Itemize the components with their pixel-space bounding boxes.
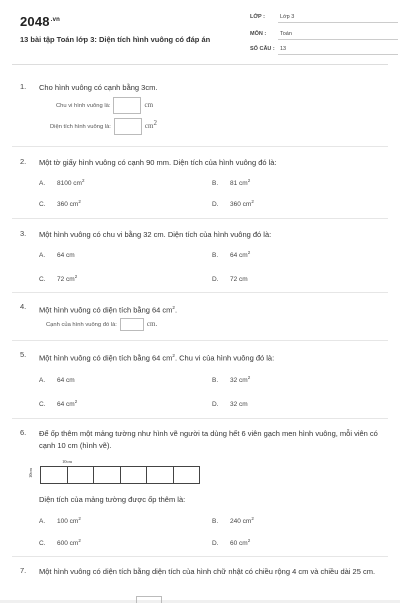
option-text: 60 cm	[230, 540, 248, 548]
option-text: 100 cm	[57, 518, 79, 526]
option-text: 240 cm	[230, 518, 252, 526]
question-number: 4.	[20, 302, 27, 311]
divider	[12, 340, 388, 341]
meta-count	[250, 46, 286, 52]
tile	[94, 466, 121, 484]
option-c[interactable]	[39, 274, 77, 283]
question-text-main: Một hình vuông có diện tích bằng 64 cm	[39, 353, 173, 363]
unit-exponent: 2	[247, 375, 251, 380]
meta-value: Lớp 3	[280, 14, 295, 20]
question-number: 1.	[20, 82, 27, 91]
tile	[147, 466, 174, 484]
option-letter: B.	[212, 252, 219, 260]
unit: cm	[144, 122, 154, 131]
meta-label: SỐ CÂU :	[250, 46, 275, 52]
option-text: 360 cm	[57, 201, 79, 209]
option-a[interactable]	[39, 375, 75, 384]
option-text: 64 cm	[57, 377, 75, 385]
tile	[40, 466, 68, 484]
unit-exponent: 2	[74, 274, 78, 279]
option-letter: D.	[212, 401, 219, 409]
unit-exponent: 2	[251, 199, 254, 204]
question-number: 7.	[20, 566, 27, 575]
option-text: 72 cm	[57, 276, 75, 284]
option-letter: C.	[39, 201, 46, 209]
option-letter: A.	[39, 377, 46, 385]
unit-exponent: 2	[74, 399, 78, 404]
figure-dimension-side: 10cm	[28, 468, 33, 478]
option-d[interactable]	[212, 538, 250, 547]
option-letter: A.	[39, 180, 46, 188]
question-number: 6.	[20, 428, 27, 437]
option-letter: C.	[39, 276, 46, 284]
option-letter: A.	[39, 252, 46, 260]
option-text: 72 cm	[230, 276, 248, 284]
option-b[interactable]	[212, 375, 250, 384]
unit-exponent: 2	[251, 516, 254, 521]
option-text: 32 cm	[230, 377, 248, 385]
question-number: 3.	[20, 229, 27, 238]
option-letter: C.	[39, 540, 46, 548]
logo[interactable]	[20, 14, 60, 29]
meta-grade	[250, 14, 294, 20]
meta-label: MÔN :	[250, 31, 267, 37]
answer-box[interactable]	[113, 97, 141, 114]
option-letter: D.	[212, 276, 219, 284]
unit-exponent: 2	[81, 178, 85, 183]
question-text-end: . Chu vi của hình vuông đó là:	[174, 353, 275, 363]
tile	[174, 466, 201, 484]
tile	[68, 466, 95, 484]
question-number: 5.	[20, 350, 27, 359]
option-letter: B.	[212, 180, 219, 188]
option-b[interactable]	[212, 178, 250, 187]
option-text: 8100 cm	[57, 180, 82, 188]
unit-exponent: 2	[172, 305, 175, 310]
option-letter: C.	[39, 401, 46, 409]
tile-wall-figure	[40, 466, 200, 484]
logo-text: 2048	[20, 14, 50, 29]
question-text: Một hình vuông có chu vi bằng 32 cm. Diện tích của hình vuông đó là:	[39, 230, 272, 239]
divider	[12, 64, 388, 65]
question-subtext: Diện tích của mảng tường được ốp thêm là:	[39, 495, 186, 504]
question-text: Một hình vuông có diện tích bằng diện tích của hình chữ nhật có chiều rộng 4 cm và chiều dài 25 cm.	[39, 567, 376, 576]
question-text: Cho hình vuông có cạnh bằng 3cm.	[39, 83, 158, 92]
unit-exponent: 2	[247, 538, 251, 543]
question-text	[39, 350, 379, 365]
unit-exponent: 2	[247, 178, 251, 183]
fill-perimeter	[56, 97, 153, 114]
option-letter: B.	[212, 518, 219, 526]
option-d[interactable]	[212, 274, 248, 283]
option-c[interactable]	[39, 399, 77, 408]
divider	[12, 218, 388, 219]
option-d[interactable]	[212, 399, 248, 408]
meta-subject	[250, 31, 292, 37]
option-text: 64 cm	[57, 252, 75, 260]
unit-exponent: 2	[78, 516, 81, 521]
option-text: 360 cm	[230, 201, 252, 209]
unit-exponent: 2	[247, 250, 251, 255]
tile	[121, 466, 148, 484]
option-letter: B.	[212, 377, 219, 385]
option-b[interactable]	[212, 516, 254, 525]
option-letter: A.	[39, 518, 46, 526]
fill-label: Diện tích hình vuông là:	[50, 124, 111, 131]
option-c[interactable]	[39, 199, 81, 208]
unit-exponent: 2	[78, 538, 81, 543]
option-text: 600 cm	[57, 540, 79, 548]
unit-exponent: 2	[153, 119, 157, 128]
fill-area	[50, 118, 157, 135]
fill-side	[46, 318, 157, 331]
option-a[interactable]	[39, 250, 75, 259]
unit: cm.	[146, 320, 158, 329]
meta-value: Toán	[280, 31, 292, 37]
figure-dimension-top: 10cm	[62, 459, 72, 464]
answer-box[interactable]	[120, 318, 144, 331]
question-text: Một tờ giấy hình vuông có cạnh 90 mm. Diện tích của hình vuông đó là:	[39, 158, 277, 167]
option-c[interactable]	[39, 538, 81, 547]
question-text-end: .	[174, 305, 178, 315]
divider	[12, 556, 388, 557]
question-number: 2.	[20, 157, 27, 166]
option-a[interactable]	[39, 178, 84, 187]
divider	[12, 292, 388, 293]
option-text: 81 cm	[230, 180, 248, 188]
question-text	[39, 302, 379, 317]
option-letter: D.	[212, 201, 219, 209]
question-text: Để ốp thêm một mảng tường như hình vẽ người ta dùng hết 6 viên gạch men hình vuông, mỗi viên có cạnh 10 cm (hình vẽ).	[39, 429, 378, 450]
question-text-main: Một hình vuông có diện tích bằng 64 cm	[39, 305, 173, 315]
unit-exponent: 2	[78, 199, 81, 204]
option-a[interactable]	[39, 516, 81, 525]
option-text: 64 cm	[57, 401, 75, 409]
meta-value: 13	[280, 46, 287, 52]
logo-suffix: .vn	[50, 16, 61, 23]
option-b[interactable]	[212, 250, 250, 259]
divider	[12, 146, 388, 147]
option-text: 32 cm	[230, 401, 248, 409]
fill-label: Chu vi hình vuông là:	[56, 103, 111, 110]
divider	[12, 418, 388, 419]
fill-label: Cạnh của hình vuông đó là:	[46, 322, 117, 329]
option-text: 64 cm	[230, 252, 248, 260]
option-d[interactable]	[212, 199, 254, 208]
unit-exponent: 2	[172, 353, 175, 358]
answer-box[interactable]	[114, 118, 142, 135]
unit: cm	[144, 101, 154, 110]
page-title: 13 bài tập Toán lớp 3: Diện tích hình vuông có đáp án	[20, 35, 211, 44]
meta-label: LỚP :	[250, 14, 265, 20]
option-letter: D.	[212, 540, 219, 548]
header	[0, 0, 400, 62]
